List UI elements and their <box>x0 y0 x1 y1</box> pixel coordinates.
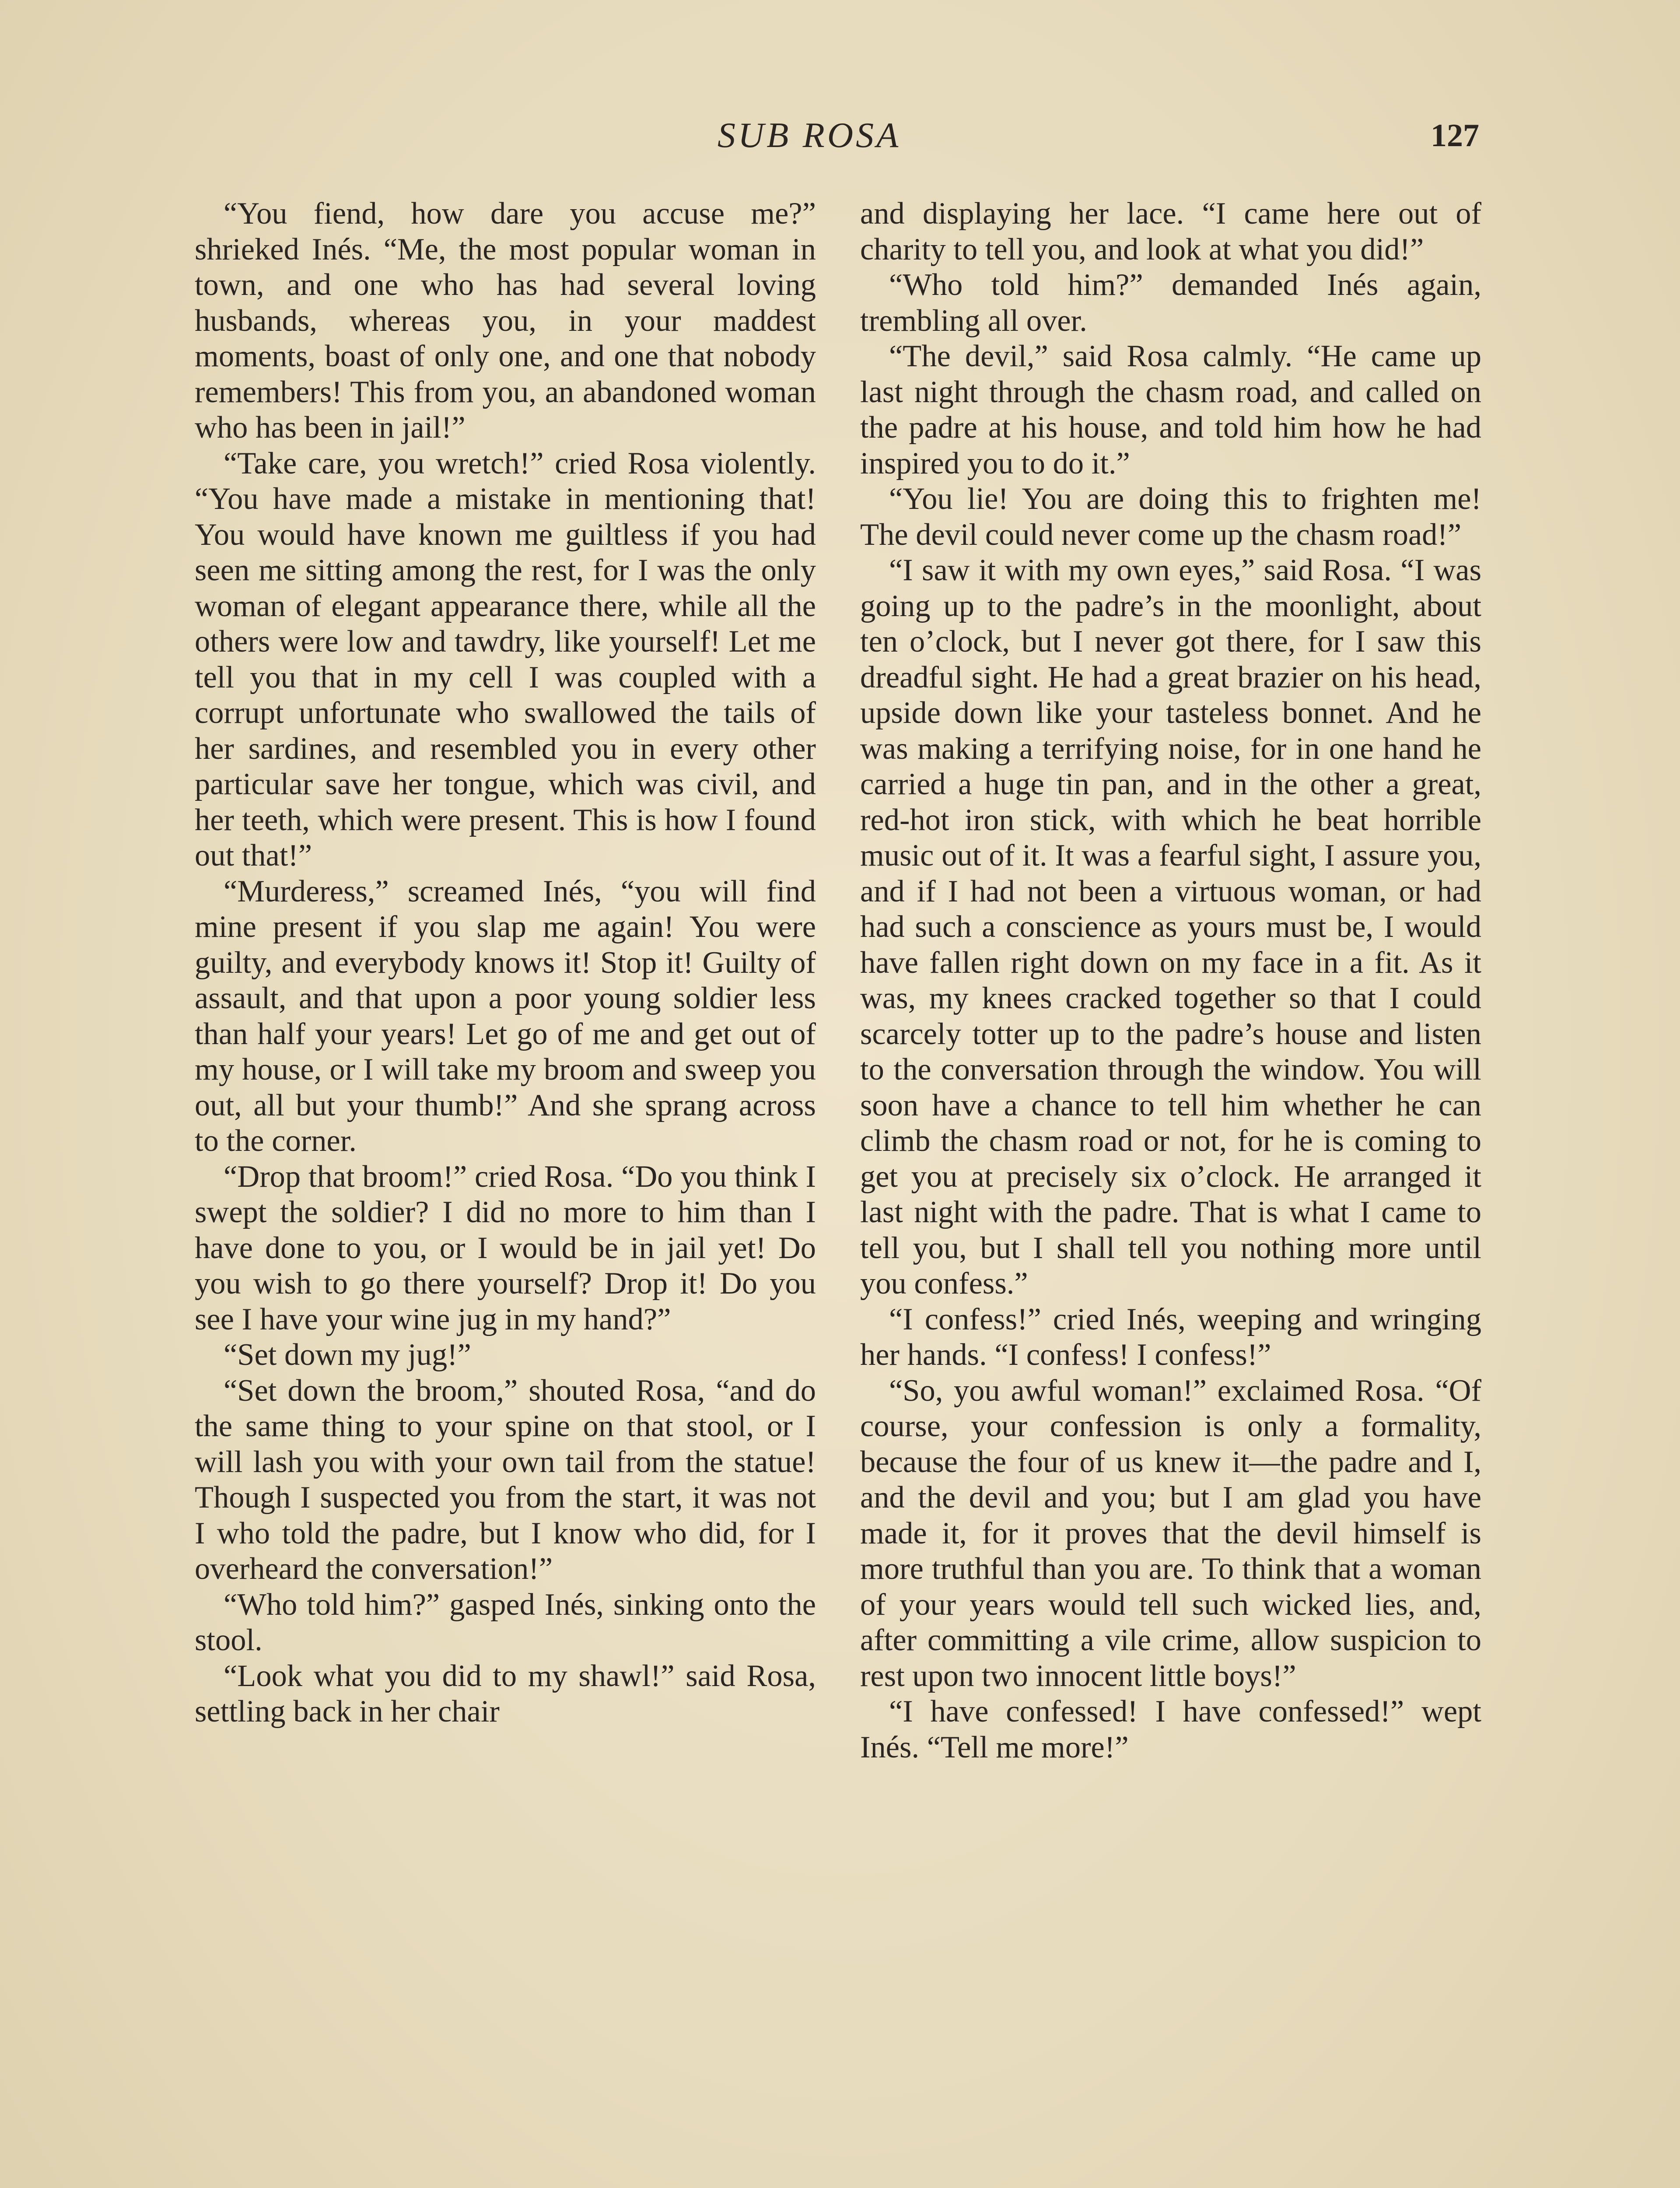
paragraph: “Who told him?” gasped Inés, sinking onto the stool. <box>195 1587 816 1657</box>
paragraph: “Take care, you wretch!” cried Rosa violently. “You have made a mistake in mentioning that! You would have known me guiltless if you had seen me sitting among the rest, for I was the only woman of elegant appearance there, while all the others were low and tawdry, like yourself! Let me tell you that in my cell I was coupled with a corrupt unfortunate who swallowed the tails of her sardines, and resembled you in every other particular save her tongue, which was civil, and her teeth, which were present. This is how I found out that!” <box>195 446 816 873</box>
page-number: 127 <box>1431 118 1479 154</box>
paragraph: “You fiend, how dare you accuse me?” shrieked Inés. “Me, the most popular woman in town, and one who has had several loving husbands, whereas you, in your maddest moments, boast of only one, and one that nobody remembers! This from you, an abandoned woman who has been in jail!” <box>195 196 816 445</box>
paragraph: “Set down the broom,” shouted Rosa, “and do the same thing to your spine on that stool, or I will lash you with your own tail from the statue! Though I suspected you from the start, it was not I who told the padre, but I know who did, for I overheard the conversation!” <box>195 1373 816 1586</box>
paragraph: “Who told him?” demanded Inés again, trembling all over. <box>860 268 1481 338</box>
paragraph: “You lie! You are doing this to frighten me! The devil could never come up the chasm road!” <box>860 482 1481 552</box>
paragraph: “Murderess,” screamed Inés, “you will find mine present if you slap me again! You were guilty, and everybody knows it! Stop it! Guilty of assault, and that upon a poor young soldier less than half your years! Let go of me and get out of my house, or I will take my broom and sweep you out, all but your thumb!” And she sprang across to the corner. <box>195 874 816 1158</box>
paragraph: “Set down my jug!” <box>224 1338 471 1372</box>
paragraph: “I have confessed! I have confessed!” wept Inés. “Tell me more!” <box>860 1694 1481 1764</box>
paragraph: “I saw it with my own eyes,” said Rosa. “I was going up to the padre’s in the moonlight, about ten o’clock, but I never got there, for I saw this dreadful sight. He had a great brazier on his head, upside down like your tasteless bonnet. And he was making a terrifying noise, for in one hand he carried a huge tin pan, and in the other a great, red-hot iron stick, with which he beat horrible music out of it. It was a fearful sight, I assure you, and if I had not been a virtuous woman, or had had such a conscience as yours must be, I would have fallen right down on my face in a fit. As it was, my knees cracked together so that I could scarcely totter up to the padre’s house and listen to the conversation through the window. You will soon have a chance to tell him whether he can climb the chasm road or not, for he is coming to get you at precisely six o’clock. He arranged it last night with the padre. That is what I came to tell you, but I shall tell you nothing more until you confess.” <box>860 553 1481 1301</box>
right-text-column <box>860 196 1481 1765</box>
paragraph: “Look what you did to my shawl!” said Rosa, settling back in her chair <box>195 1659 816 1729</box>
paragraph-continued: and displaying her lace. “I came here out of charity to tell you, and look at what you did!” <box>860 196 1481 266</box>
paragraph: “So, you awful woman!” exclaimed Rosa. “Of course, your confession is only a formality, because the four of us knew it—the padre and I, and the devil and you; but I am glad you have made it, for it proves that the devil himself is more truthful than you are. To think that a woman of your years would tell such wicked lies, and, after committing a vile crime, allow suspicion to rest upon two innocent little boys!” <box>860 1373 1481 1693</box>
running-head-title: SUB ROSA <box>718 115 901 155</box>
paragraph: “The devil,” said Rosa calmly. “He came up last night through the chasm road, and called on the padre at his house, and told him how he had inspired you to do it.” <box>860 339 1481 480</box>
paragraph: “Drop that broom!” cried Rosa. “Do you think I swept the soldier? I did no more to him than I have done to you, or I would be in jail yet! Do you wish to go there yourself? Drop it! Do you see I have your wine jug in my hand?” <box>195 1159 816 1336</box>
paragraph: “I confess!” cried Inés, weeping and wringing her hands. “I confess! I confess!” <box>860 1302 1481 1372</box>
left-text-column <box>195 196 816 1730</box>
